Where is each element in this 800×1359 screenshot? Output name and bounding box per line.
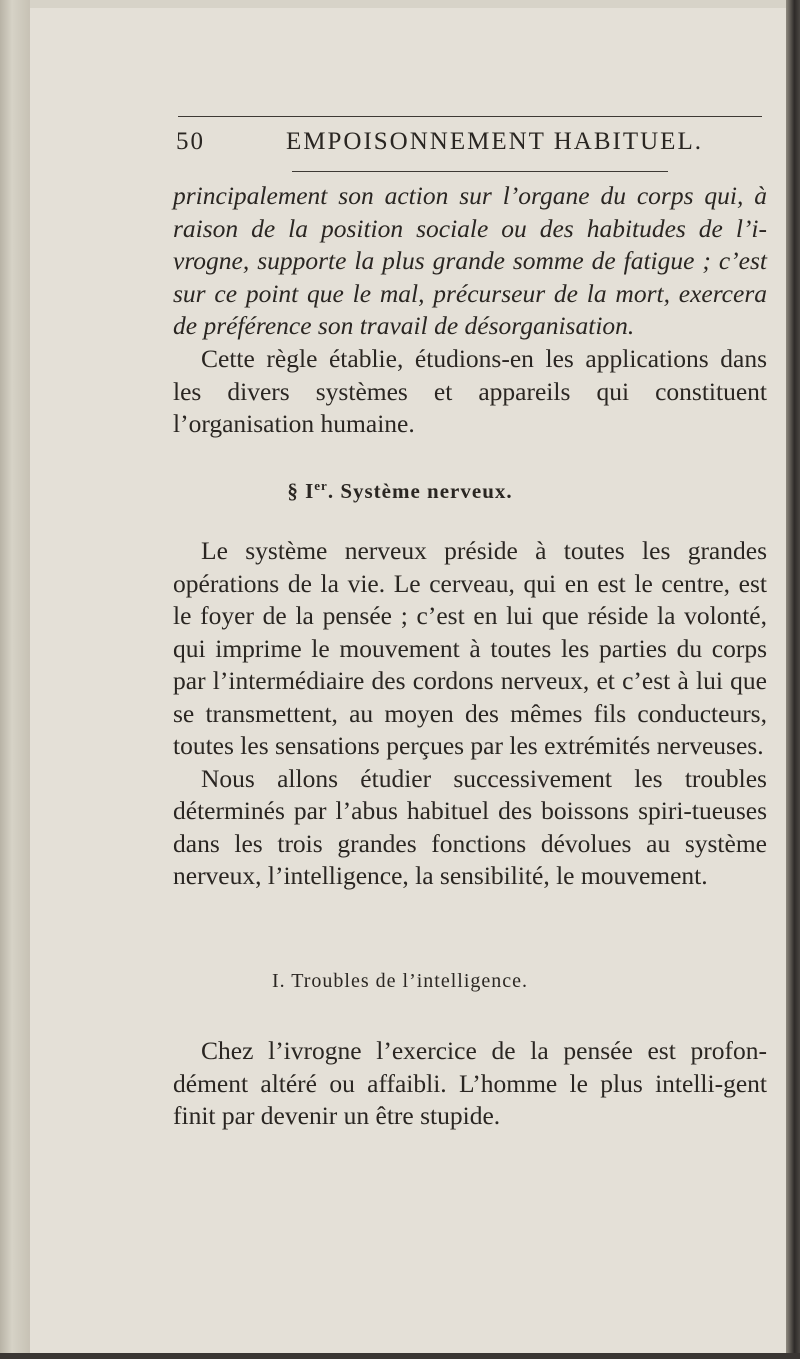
page-left-edge xyxy=(0,0,30,1359)
running-title: EMPOISONNEMENT HABITUEL. xyxy=(286,128,703,155)
paragraph: Nous allons étudier successivement les troubles déterminés par l’abus habituel des boissons spiri-tueuses dans les trois grandes fonctions dévolues au système nerveux, l’intelligence, la sensibilité, le mouvement. xyxy=(173,763,767,890)
final-paragraphs xyxy=(173,1035,767,1133)
page-right-edge xyxy=(786,0,800,1359)
paragraph: Cette règle établie, étudions-en les applications dans les divers systèmes et appareils qui constituent l’organisation humaine. xyxy=(173,344,767,438)
paragraph: Chez l’ivrogne l’exercice de la pensée est profon-dément altéré ou affaibli. L’homme le plus intelli-gent finit par devenir un être stupide. xyxy=(173,1036,767,1130)
page-number: 50 xyxy=(176,128,205,155)
italic-paragraph xyxy=(173,180,767,343)
section-sup: er xyxy=(314,478,328,493)
page-bottom-edge xyxy=(0,1353,800,1359)
paragraph: Le système nerveux préside à toutes les grandes opérations de la vie. Le cerveau, qui en est le centre, est le foyer de la pensée ; c’est en lui que réside la volonté, qui imprime le mouvement à toutes les parties du corps par l’intermédiaire des cordons nerveux, et c’est à lui que se transmettent, au moyen des mêmes fils conducteurs, toutes les sensations perçues par les extrémités nerveuses. xyxy=(173,536,767,760)
section-mark: § I xyxy=(287,479,315,503)
header-top-rule xyxy=(178,116,762,117)
section-heading xyxy=(0,478,800,504)
section-title: . Système nerveux. xyxy=(327,479,513,503)
intro-paragraphs xyxy=(173,343,767,441)
header-bottom-rule xyxy=(292,171,668,172)
page-header xyxy=(176,128,766,164)
italic-paragraph-text: principalement son action sur l’organe du corps qui, à raison de la position sociale ou des habitudes de l’i-vrogne, supporte la plus grande somme de fatigue ; c’est sur ce point que le mal, précurseur de la mort, exercera de préférence son travail de désorganisation. xyxy=(173,181,767,340)
body-paragraphs xyxy=(173,535,767,893)
subsection-heading: I. Troubles de l’intelligence. xyxy=(271,970,529,992)
